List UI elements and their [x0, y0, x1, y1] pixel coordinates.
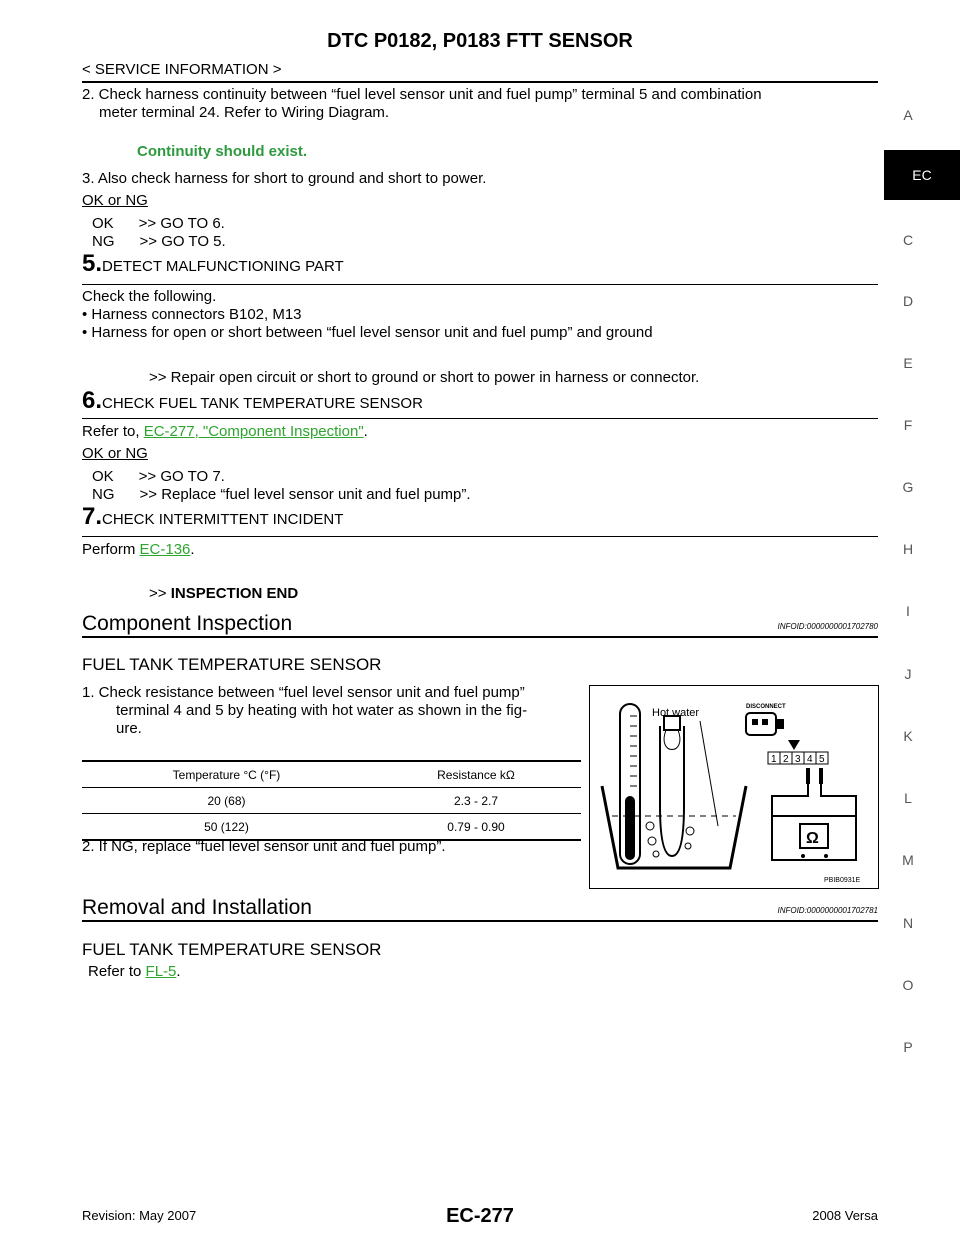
period: . — [176, 963, 181, 980]
perform-line — [82, 541, 195, 559]
section-rule — [82, 920, 878, 922]
ok-or-ng-label: OK or NG — [82, 192, 148, 209]
hot-water-test-figure — [589, 685, 879, 889]
perform-text: Perform — [82, 541, 140, 558]
terminal-label: 3 — [795, 754, 801, 765]
inspection-step1-cont: terminal 4 and 5 by heating with hot water as shown in the fig- — [116, 702, 528, 719]
step-rule — [82, 284, 878, 285]
section-index-ec-active[interactable]: EC — [884, 150, 960, 200]
connector-icon — [746, 713, 776, 735]
component-inspection-link[interactable]: EC-277, "Component Inspection" — [143, 423, 364, 440]
page-title: DTC P0182, P0183 FTT SENSOR — [327, 30, 633, 52]
header-rule — [82, 81, 878, 83]
inspection-step1: 1. Check resistance between “fuel level sensor unit and fuel pump” — [82, 684, 525, 701]
subheading: FUEL TANK TEMPERATURE SENSOR — [82, 655, 382, 674]
terminal-label: 4 — [807, 754, 813, 765]
thermometer-mercury — [625, 796, 635, 860]
period: . — [363, 423, 368, 440]
refer-text: Refer to, — [82, 423, 144, 440]
ok-or-ng-label: OK or NG — [82, 445, 148, 462]
section-index-f[interactable]: F — [903, 417, 913, 433]
period: . — [190, 541, 195, 558]
section-index-o[interactable]: O — [902, 977, 914, 993]
step2-text: 2. Check harness continuity between “fuel level sensor unit and fuel pump” terminal 5 and combination — [82, 86, 762, 103]
section-index-m[interactable]: M — [902, 852, 914, 868]
section-index-e[interactable]: E — [903, 355, 913, 371]
step-rule — [82, 418, 878, 419]
section-index-j[interactable]: J — [904, 666, 912, 682]
step5-heading — [82, 250, 344, 278]
ok-result: OK >> GO TO 7. — [92, 468, 225, 485]
table-cell: 50 (122) — [82, 814, 371, 841]
section-index-d[interactable]: D — [902, 293, 914, 309]
terminal-label: 5 — [819, 754, 825, 765]
bullet-item: • Harness for open or short between “fuel level sensor unit and fuel pump” and ground — [82, 324, 653, 341]
table-cell: 2.3 - 2.7 — [371, 788, 581, 814]
figure-code: PBIB0931E — [824, 877, 861, 884]
section-index-i[interactable]: I — [906, 603, 910, 619]
section-index-g[interactable]: G — [902, 479, 914, 495]
step3-text: 3. Also check harness for short to ground and short to power. — [82, 170, 487, 187]
temperature-sensor — [660, 726, 684, 856]
step-number: 5. — [82, 250, 103, 277]
refer-text: Refer to — [88, 963, 146, 980]
step-number: 7. — [82, 503, 103, 530]
disconnect-label: DISCONNECT — [746, 704, 786, 710]
section-index-n[interactable]: N — [902, 915, 914, 931]
refer-line — [82, 423, 368, 441]
section-index-l[interactable]: L — [904, 790, 912, 806]
inspection-end — [149, 585, 298, 603]
hot-water-label: Hot water — [652, 707, 700, 719]
inspection-step2: 2. If NG, replace “fuel level sensor unit and fuel pump”. — [82, 838, 446, 855]
fl-5-link[interactable]: FL-5 — [145, 963, 177, 980]
section-index-k[interactable]: K — [903, 728, 913, 744]
revision-date: Revision: May 2007 — [82, 1208, 197, 1223]
section-index-h[interactable]: H — [902, 541, 914, 557]
step-title: DETECT MALFUNCTIONING PART — [102, 258, 344, 275]
section-label: < SERVICE INFORMATION > — [82, 61, 282, 78]
connector-lock-icon — [788, 740, 800, 750]
step-title: CHECK FUEL TANK TEMPERATURE SENSOR — [102, 395, 423, 412]
check-following: Check the following. — [82, 288, 217, 305]
vehicle-model: 2008 Versa — [812, 1208, 878, 1223]
step-title: CHECK INTERMITTENT INCIDENT — [102, 511, 344, 528]
resistance-table — [82, 760, 581, 841]
terminal-label: 1 — [771, 754, 777, 765]
inspection-step1-cont: ure. — [116, 720, 142, 737]
info-id: INFOID:0000000001702780 — [777, 622, 878, 631]
continuity-spec: Continuity should exist. — [137, 143, 308, 160]
leader-line — [700, 721, 718, 826]
subheading: FUEL TANK TEMPERATURE SENSOR — [82, 940, 382, 959]
end-text: INSPECTION END — [170, 585, 299, 602]
component-inspection-heading: Component Inspection — [82, 612, 293, 635]
section-index-a[interactable]: A — [903, 107, 913, 123]
table-row — [82, 814, 581, 841]
table-header-row — [82, 761, 581, 788]
section-index-p[interactable]: P — [903, 1039, 913, 1055]
table-header: Resistance kΩ — [371, 761, 581, 788]
table-cell: 0.79 - 0.90 — [371, 814, 581, 841]
refer-line — [88, 963, 181, 981]
table-row — [82, 788, 581, 814]
section-index-c[interactable]: C — [902, 232, 914, 248]
page-number: EC-277 — [446, 1205, 514, 1227]
step7-heading — [82, 503, 343, 531]
ng-result: NG >> Replace “fuel level sensor unit and fuel pump”. — [92, 486, 471, 503]
step6-heading — [82, 387, 423, 415]
bullet-item: • Harness connectors B102, M13 — [82, 306, 302, 323]
info-id: INFOID:0000000001702781 — [777, 906, 878, 915]
step2-text-cont: meter terminal 24. Refer to Wiring Diagram. — [99, 104, 390, 121]
ng-result: NG >> GO TO 5. — [92, 233, 226, 250]
section-rule — [82, 636, 878, 638]
table-header: Temperature °C (°F) — [82, 761, 371, 788]
removal-heading: Removal and Installation — [82, 896, 312, 919]
figure-illustration — [590, 686, 878, 888]
repair-instruction: >> Repair open circuit or short to ground or short to power in harness or connector. — [149, 369, 700, 386]
step-number: 6. — [82, 387, 103, 414]
ok-result: OK >> GO TO 6. — [92, 215, 225, 232]
ec-136-link[interactable]: EC-136 — [139, 541, 191, 558]
table-cell: 20 (68) — [82, 788, 371, 814]
ohm-icon: Ω — [806, 830, 819, 847]
end-prefix: >> — [149, 585, 171, 602]
step-rule — [82, 536, 878, 537]
terminal-label: 2 — [783, 754, 789, 765]
